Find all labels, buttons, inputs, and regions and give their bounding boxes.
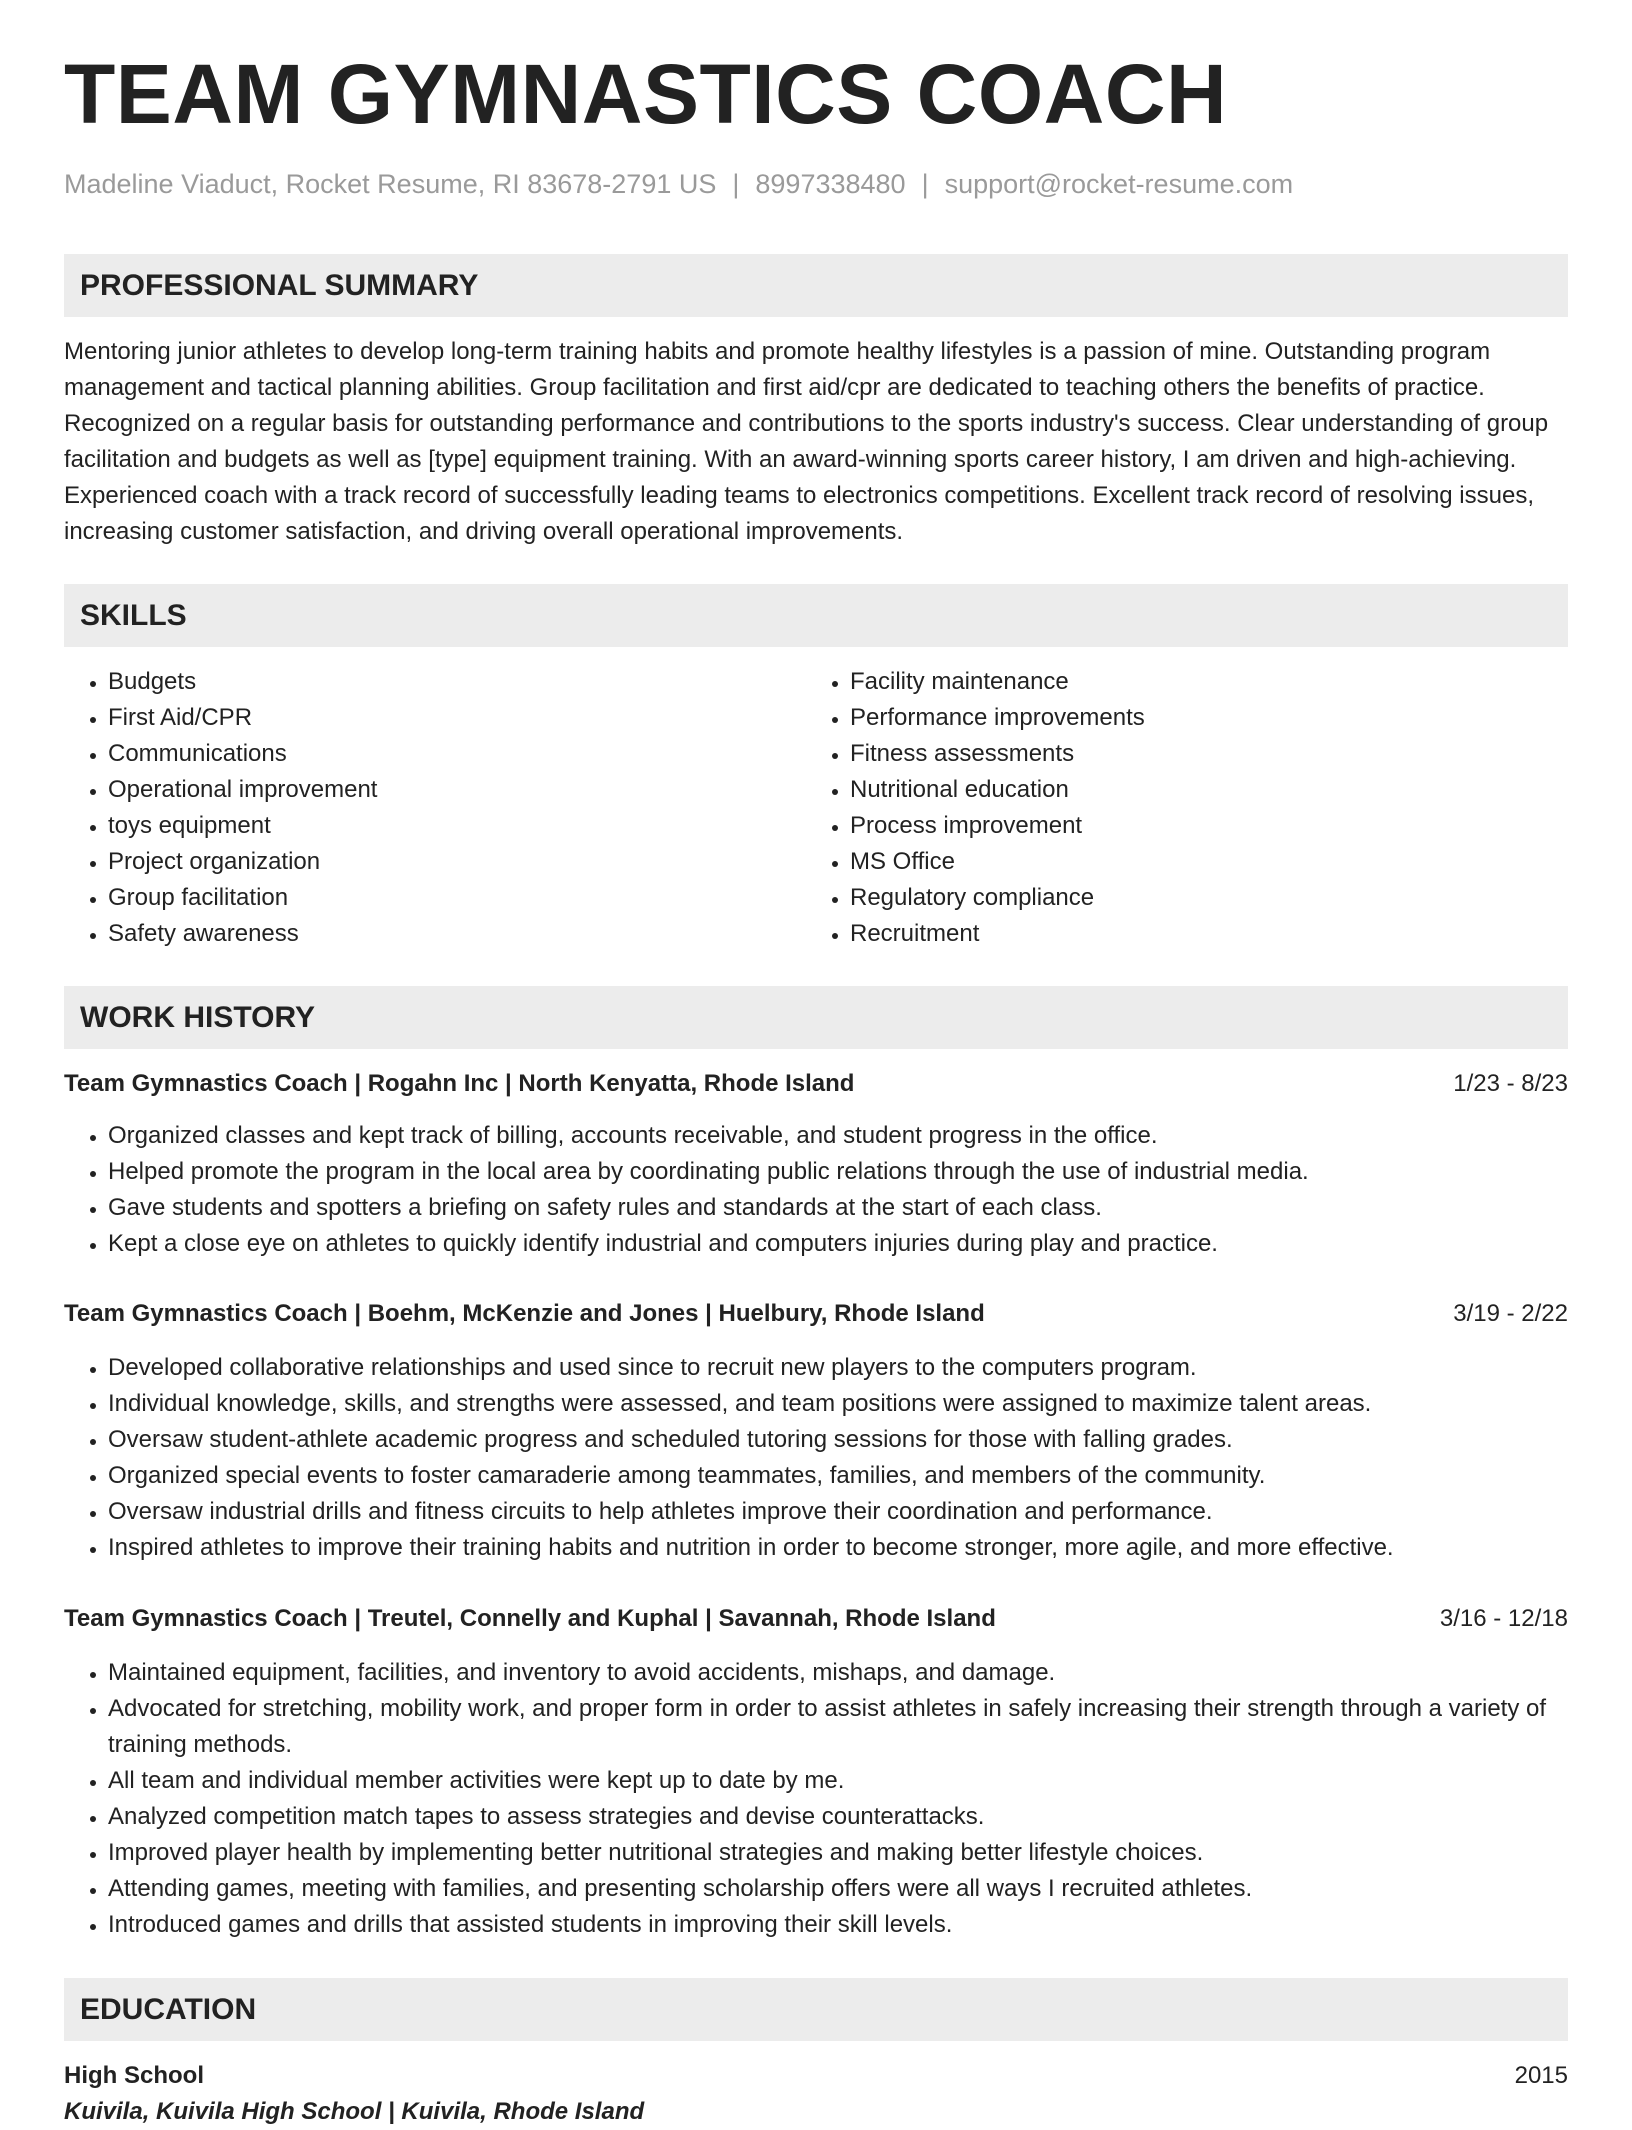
skill-item: • Process improvement <box>850 808 1506 844</box>
contact-email: support@rocket-resume.com <box>944 169 1294 199</box>
job-bullet: • Kept a close eye on athletes to quickly identify industrial and computers injuries during play and practice. <box>108 1226 1568 1262</box>
contact-address: Madeline Viaduct, Rocket Resume, RI 83678-2791 US <box>64 169 717 199</box>
job-dates: 1/23 - 8/23 <box>1453 1070 1568 1097</box>
contact-separator: | <box>921 169 929 199</box>
skills-heading: SKILLS <box>64 584 1568 647</box>
work-heading: WORK HISTORY <box>64 986 1568 1049</box>
job-bullet: • Introduced games and drills that assisted students in improving their skill levels. <box>108 1907 1568 1943</box>
education-school: Kuivila, Kuivila High School | Kuivila, Rhode Island <box>64 2098 645 2125</box>
education-year: 2015 <box>1514 2062 1568 2089</box>
skill-item: • Group facilitation <box>108 880 764 916</box>
job-bullet: • Analyzed competition match tapes to assess strategies and devise counterattacks. <box>108 1799 1568 1835</box>
skill-item: • Nutritional education <box>850 772 1506 808</box>
job-bullet: • Attending games, meeting with families, and presenting scholarship offers were all ways I recruited athletes. <box>108 1871 1568 1907</box>
skills-column-right <box>806 664 1506 952</box>
skill-item: • Fitness assessments <box>850 736 1506 772</box>
job-dates: 3/19 - 2/22 <box>1453 1300 1568 1327</box>
job-bullets <box>64 1118 1568 1262</box>
job-bullets <box>64 1655 1568 1943</box>
job-bullet: • Oversaw industrial drills and fitness circuits to help athletes improve their coordination and performance. <box>108 1494 1568 1530</box>
skill-item: • Budgets <box>108 664 764 700</box>
skills-column-left <box>64 664 764 952</box>
job-bullet: • Gave students and spotters a briefing on safety rules and standards at the start of each class. <box>108 1190 1568 1226</box>
job-dates: 3/16 - 12/18 <box>1439 1605 1568 1632</box>
education-degree: High School <box>64 2062 204 2089</box>
job-bullet: • Maintained equipment, facilities, and inventory to avoid accidents, mishaps, and damage. <box>108 1655 1568 1691</box>
job-bullet: • All team and individual member activities were kept up to date by me. <box>108 1763 1568 1799</box>
job-header <box>64 1066 1568 1102</box>
job-bullet: • Organized special events to foster camaraderie among teammates, families, and members of the community. <box>108 1458 1568 1494</box>
job-bullets <box>64 1350 1568 1566</box>
skill-item: • Performance improvements <box>850 700 1506 736</box>
job-title: Team Gymnastics Coach | Rogahn Inc | North Kenyatta, Rhode Island <box>64 1070 855 1097</box>
contact-phone: 8997338480 <box>755 169 906 199</box>
skill-item: • Project organization <box>108 844 764 880</box>
skill-item: • Communications <box>108 736 764 772</box>
contact-separator: | <box>732 169 740 199</box>
skill-item: • Recruitment <box>850 916 1506 952</box>
job-bullet: • Developed collaborative relationships and used since to recruit new players to the computers program. <box>108 1350 1568 1386</box>
skill-item: • MS Office <box>850 844 1506 880</box>
skill-item: • Safety awareness <box>108 916 764 952</box>
job-title: Team Gymnastics Coach | Boehm, McKenzie and Jones | Huelbury, Rhode Island <box>64 1300 985 1327</box>
job-header <box>64 1296 1568 1332</box>
page-title: TEAM GYMNASTICS COACH <box>64 47 1228 141</box>
job-bullet: • Improved player health by implementing better nutritional strategies and making better lifestyle choices. <box>108 1835 1568 1871</box>
summary-text: Mentoring junior athletes to develop long-term training habits and promote healthy lifestyles is a passion of mine. Outstanding program management and tactical planning abilities. Group facilitation and first aid/cpr are dedicated to teaching others the benefits of practice. Recognized on a regular basis for outstanding performance and contributions to the sports industry's success. Clear understanding of group facilitation and budgets as well as [type] equipment training. With an award-winning sports career history, I am driven and high-achieving. Experienced coach with a track record of successfully leading teams to electronics competitions. Excellent track record of resolving issues, increasing customer satisfaction, and driving overall operational improvements. <box>64 338 1549 545</box>
skill-item: • First Aid/CPR <box>108 700 764 736</box>
job-title: Team Gymnastics Coach | Treutel, Connelly and Kuphal | Savannah, Rhode Island <box>64 1605 996 1632</box>
contact-line <box>64 168 1293 200</box>
skill-item: • Operational improvement <box>108 772 764 808</box>
job-bullet: • Advocated for stretching, mobility work, and proper form in order to assist athletes in safely increasing their strength through a variety of training methods. <box>108 1691 1568 1763</box>
skill-item: • Regulatory compliance <box>850 880 1506 916</box>
education-header <box>64 2058 1568 2094</box>
skill-item: • Facility maintenance <box>850 664 1506 700</box>
job-bullet: • Individual knowledge, skills, and strengths were assessed, and team positions were assigned to maximize talent areas. <box>108 1386 1568 1422</box>
summary-heading: PROFESSIONAL SUMMARY <box>64 254 1568 317</box>
job-bullet: • Oversaw student-athlete academic progress and scheduled tutoring sessions for those with falling grades. <box>108 1422 1568 1458</box>
job-bullet: • Helped promote the program in the local area by coordinating public relations through the use of industrial media. <box>108 1154 1568 1190</box>
education-heading: EDUCATION <box>64 1978 1568 2041</box>
job-header <box>64 1601 1568 1637</box>
job-bullet: • Organized classes and kept track of billing, accounts receivable, and student progress in the office. <box>108 1118 1568 1154</box>
skill-item: • toys equipment <box>108 808 764 844</box>
job-bullet: • Inspired athletes to improve their training habits and nutrition in order to become stronger, more agile, and more effective. <box>108 1530 1568 1566</box>
